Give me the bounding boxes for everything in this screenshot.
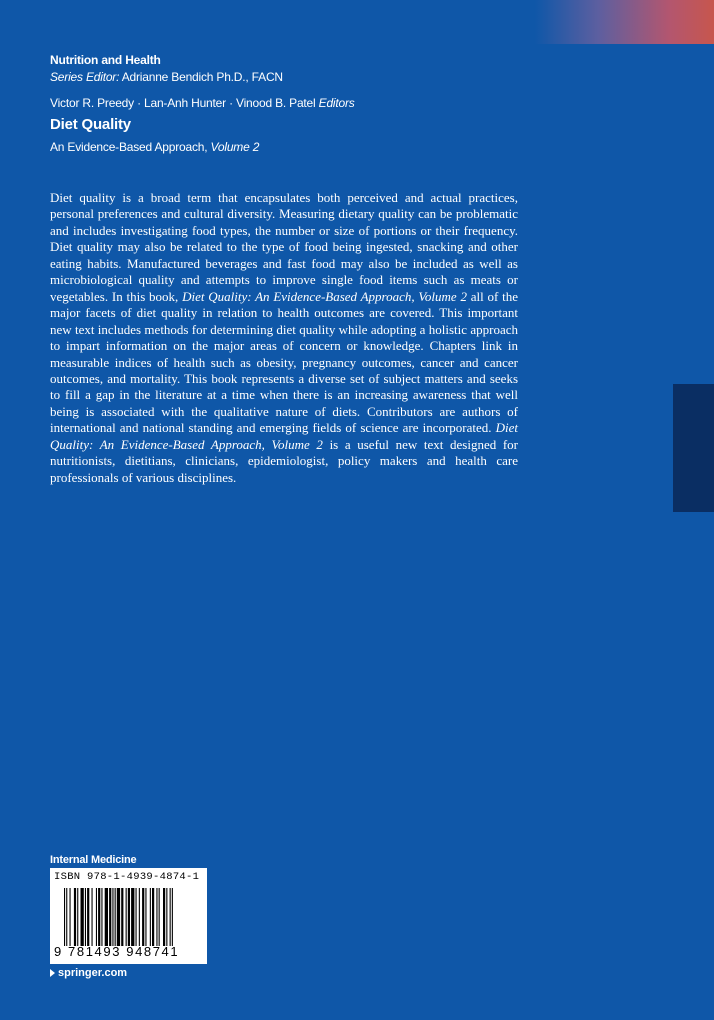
- description-part-1: Diet quality is a broad term that encapsulates both perceived and actual practices, personal preferences and cultural diversity. Measuring dietary quality can be problematic and includes investigating food types, the number or size of portions or their frequency. Diet quality may also be related to the type of food being ingested, snacking and other eating habits. Manufactured beverages and fast food may also be included as well as microbiological quality and attempts to improve single food items such as meats or vegetables. In this book,: [50, 190, 518, 304]
- corner-accent-stripe: [535, 0, 714, 44]
- book-subtitle: [50, 139, 550, 155]
- series-editor: [50, 69, 550, 85]
- series-name: Nutrition and Health: [50, 53, 161, 67]
- publisher-website[interactable]: springer.com: [58, 967, 128, 979]
- volume-label: Volume 2: [210, 140, 260, 154]
- book-reference-2: Diet Quality: An Evidence-Based Approach, Volume 2: [50, 420, 518, 452]
- book-editors: [50, 95, 550, 111]
- series-editor-name: Adrianne Bendich Ph.D., FACN: [121, 70, 283, 84]
- publisher-link[interactable]: [50, 967, 127, 979]
- editor-names: Victor R. Preedy · Lan-Anh Hunter · Vinood B. Patel: [50, 96, 316, 110]
- book-title: Diet Quality: [50, 116, 131, 133]
- book-description: [50, 190, 518, 486]
- barcode-icon: [64, 888, 204, 946]
- spine-side-band: [673, 384, 714, 512]
- series-editor-label: Series Editor:: [50, 70, 120, 84]
- ean-digits: 9 781493 948741: [54, 944, 180, 959]
- arrow-right-icon: [50, 969, 55, 977]
- editors-role: Editors: [318, 96, 355, 110]
- header: [50, 52, 550, 155]
- description-part-3: is a useful new text designed for nutritionists, dietitians, clinicians, epidemiologist, policy makers and health care professionals of various disciplines.: [50, 436, 519, 485]
- book-reference-1: Diet Quality: An Evidence-Based Approach, Volume 2: [182, 288, 467, 304]
- subject-category: Internal Medicine: [50, 854, 137, 866]
- isbn-number: ISBN 978-1-4939-4874-1: [54, 871, 200, 883]
- description-part-2: all of the major facets of diet quality in relation to health outcomes are covered. This important new text includes methods for determining diet quality while adopting a holistic approach to impart information on the major areas of concern or knowledge. Chapters link in measurable indices of health such as obesity, pregnancy outcomes, cancer and cancer outcomes, and mortality. This book represents a diverse set of subject matters and seeks to fill a gap in the literature at a time when there is an increasing awareness that well being is associated with the qualitative nature of diets. Contributors are authors of international and national standing and emerging fields of science are incorporated.: [50, 288, 519, 436]
- barcode-panel: [50, 868, 207, 964]
- subtitle-text: An Evidence-Based Approach,: [50, 140, 208, 154]
